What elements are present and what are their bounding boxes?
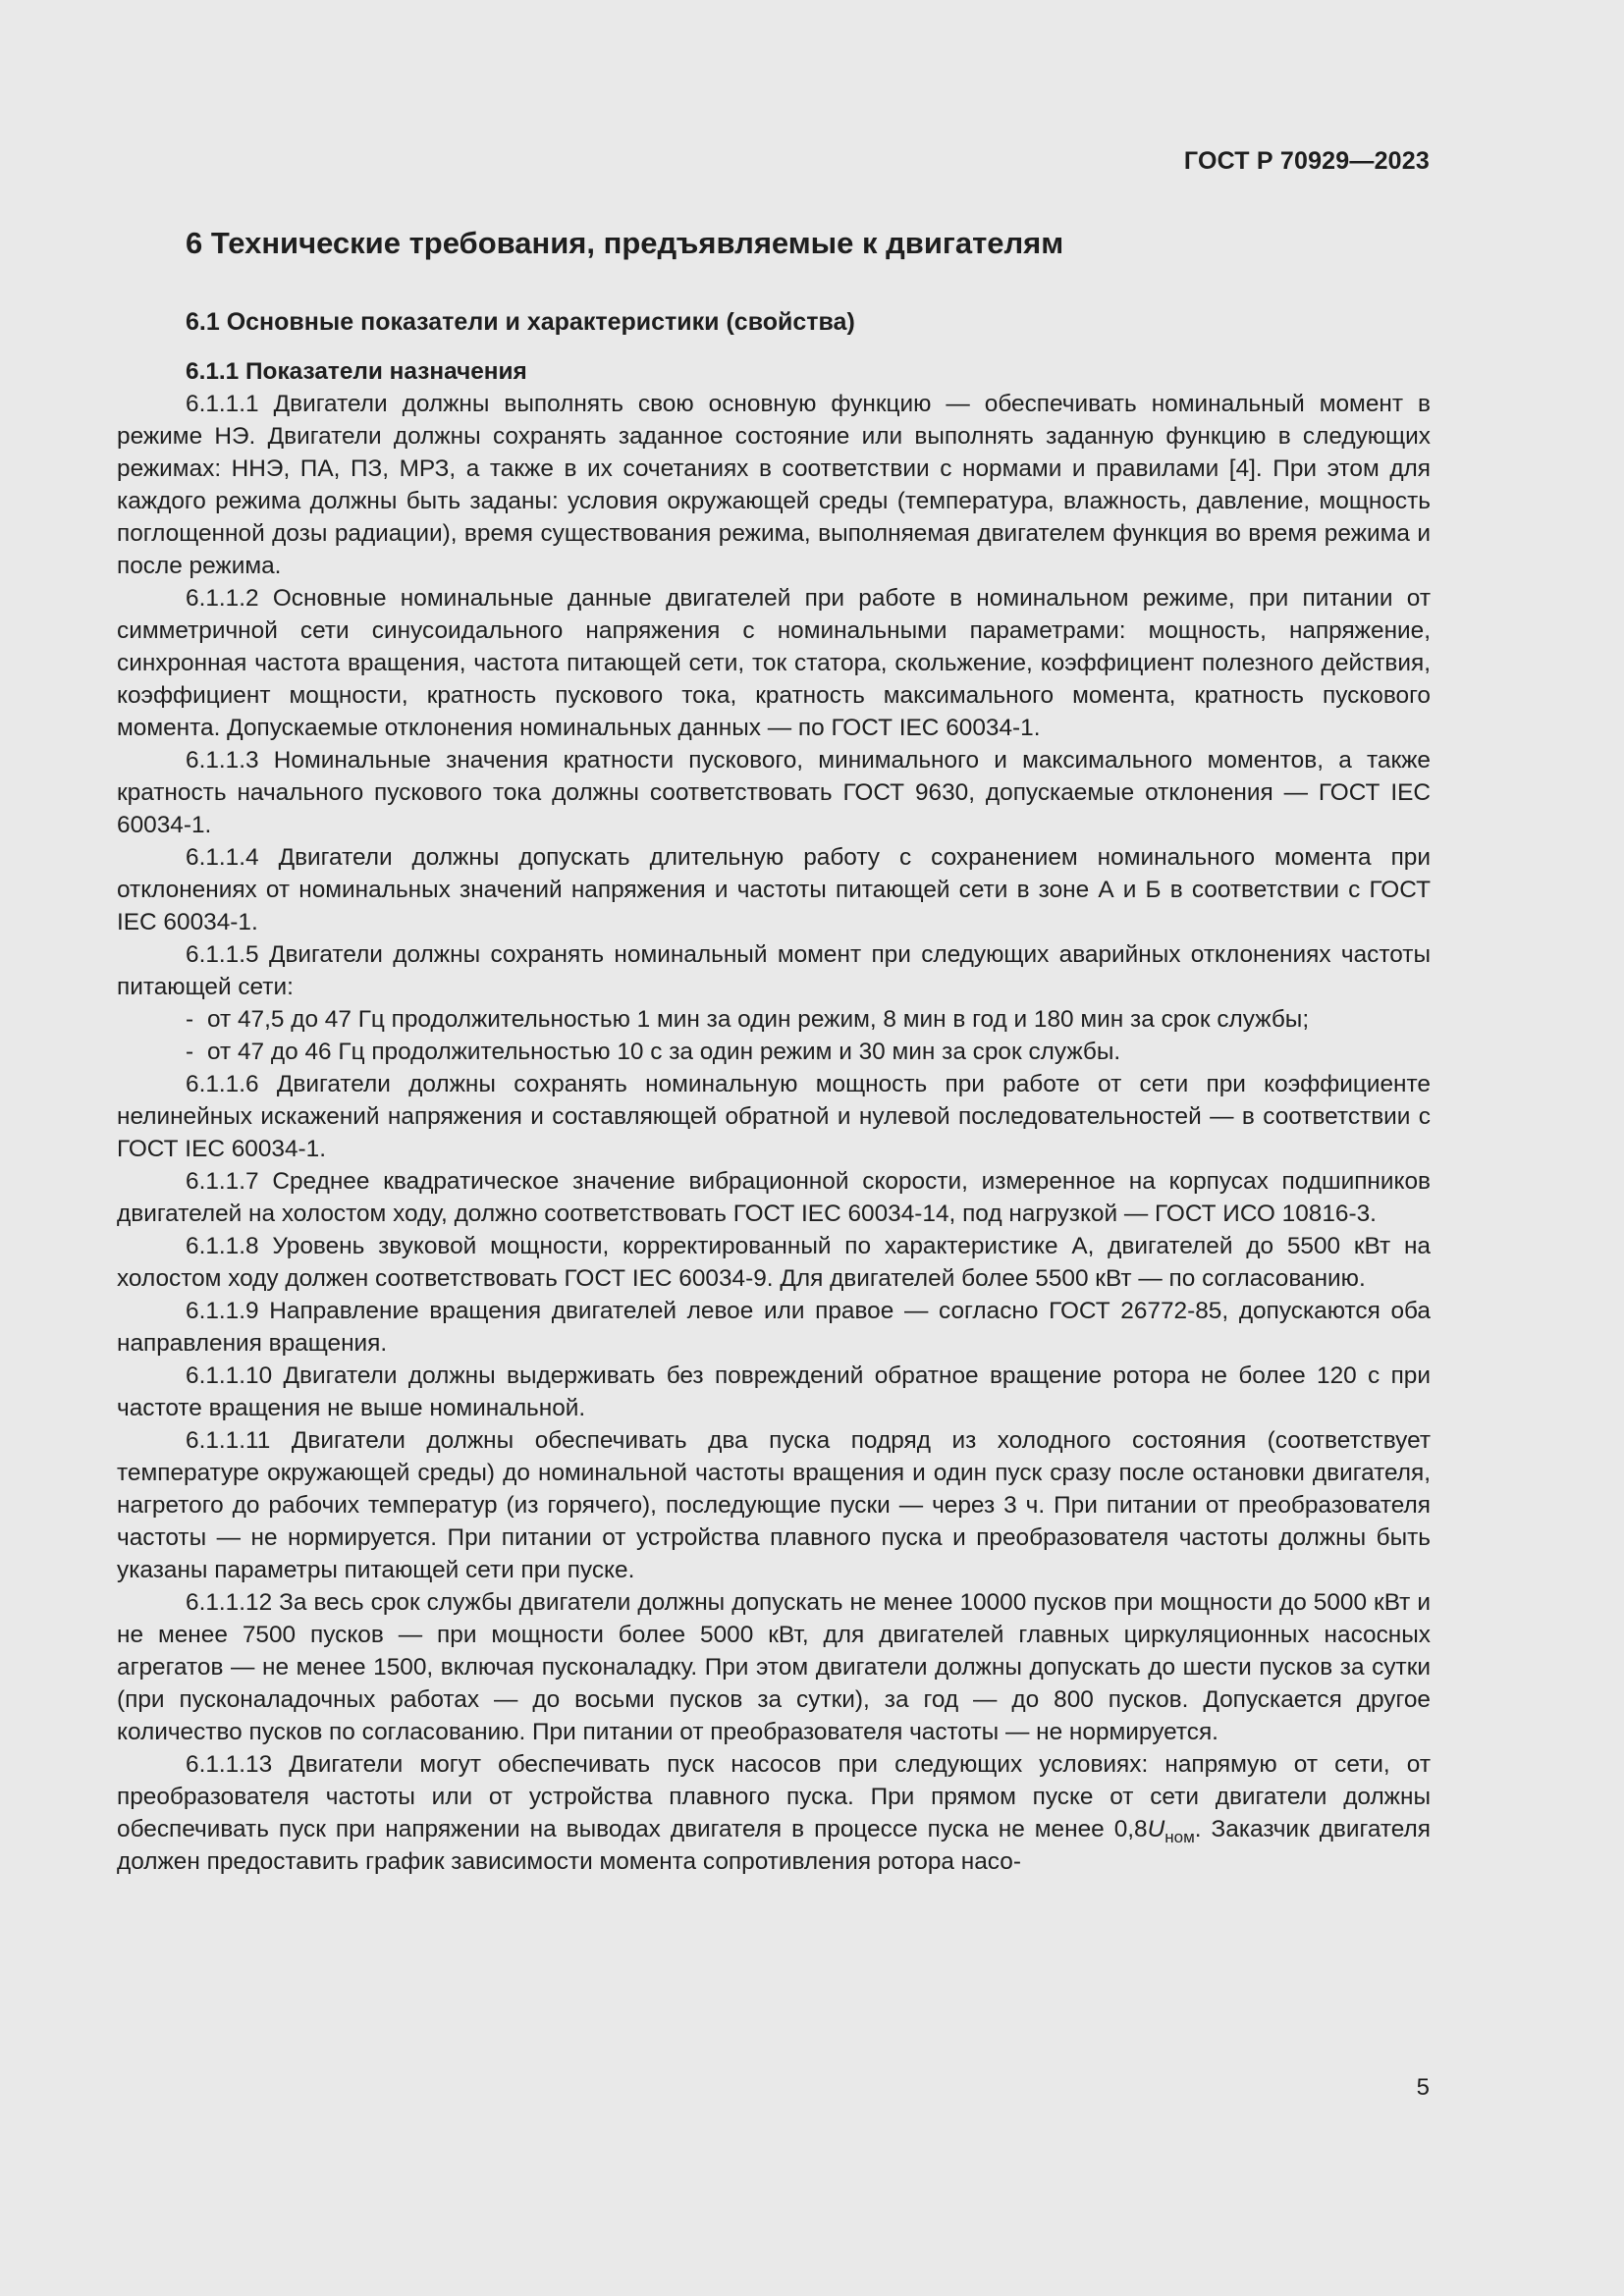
- paragraph-text: 6.1.1.13 Двигатели могут обеспечивать пуск насосов при следующих условиях: напрямую от сети, от преобразователя частоты или от устройства плавного пуска. При прямом пуске от сети двигатели должны обеспечивать пуск при напряжении на выводах двигателя в процессе пуска не менее 0,8: [117, 1751, 1431, 1842]
- paragraph-text: . Заказчик двигателя должен предоставить график зависимости момента сопротивления ротора насо-: [117, 1816, 1431, 1875]
- paragraph-6-1-1-7: 6.1.1.7 Среднее квадратическое значение вибрационной скорости, измеренное на корпусах подшипников двигателей на холостом ходу, должно соответствовать ГОСТ IEC 60034-14, под нагрузкой — ГОСТ ИСО 10816-3.: [117, 1168, 1431, 1227]
- voltage-symbol: U: [1147, 1816, 1165, 1842]
- list-item: [117, 1003, 1431, 1036]
- voltage-subscript: ном: [1164, 1828, 1195, 1846]
- paragraph-6-1-1-3: 6.1.1.3 Номинальные значения кратности пускового, минимального и максимального моментов, а также кратность начального пускового тока должны соответствовать ГОСТ 9630, допускаемые отклонения — ГОСТ IEC 60034-1.: [117, 747, 1431, 838]
- paragraph-6-1-1-2: 6.1.1.2 Основные номинальные данные двигателей при работе в номинальном режиме, при питании от симметричной сети синусоидального напряжения с номинальными параметрами: мощность, напряжение, синхронная частота вращения, частота питающей сети, ток статора, скольжение, коэффициент полезного действия, коэффициент мощности, кратность пускового тока, кратность максимального момента, кратность пускового момента. Допускаемые отклонения номинальных данных — по ГОСТ IEC 60034-1.: [117, 585, 1431, 741]
- paragraph-6-1-1-5: 6.1.1.5 Двигатели должны сохранять номинальный момент при следующих аварийных отклонениях частоты питающей сети:: [117, 941, 1431, 1000]
- subsubsection-title: 6.1.1 Показатели назначения: [186, 358, 527, 385]
- subsection-title: 6.1 Основные показатели и характеристики (свойства): [186, 308, 855, 336]
- paragraph-6-1-1-9: 6.1.1.9 Направление вращения двигателей левое или правое — согласно ГОСТ 26772-85, допускаются оба направления вращения.: [117, 1298, 1431, 1357]
- paragraph-6-1-1-10: 6.1.1.10 Двигатели должны выдерживать без повреждений обратное вращение ротора не более 120 с при частоте вращения не выше номинальной.: [117, 1362, 1431, 1421]
- list-item-text: от 47,5 до 47 Гц продолжительностью 1 мин за один режим, 8 мин в год и 180 мин за срок службы;: [207, 1006, 1310, 1033]
- paragraph-6-1-1-6: 6.1.1.6 Двигатели должны сохранять номинальную мощность при работе от сети при коэффициенте нелинейных искажений напряжения и составляющей обратной и нулевой последовательностей — в соответствии с ГОСТ IEC 60034-1.: [117, 1071, 1431, 1162]
- document-body: [117, 355, 1431, 1878]
- list-item: [117, 1036, 1431, 1068]
- paragraph-6-1-1-1: 6.1.1.1 Двигатели должны выполнять свою основную функцию — обеспечивать номинальный момент в режиме НЭ. Двигатели должны сохранять заданное состояние или выполнять заданную функцию в следующих режимах: ННЭ, ПА, ПЗ, МРЗ, а также в их сочетаниях в соответствии с нормами и правилами [4]. При этом для каждого режима должны быть заданы: условия окружающей среды (температура, влажность, давление, мощность поглощенной дозы радиации), время существования режима, выполняемая двигателем функция во время режима и после режима.: [117, 391, 1431, 579]
- document-number-header: ГОСТ Р 70929—2023: [1183, 147, 1430, 175]
- paragraph-6-1-1-11: 6.1.1.11 Двигатели должны обеспечивать два пуска подряд из холодного состояния (соответствует температуре окружающей среды) до номинальной частоты вращения и один пуск сразу после остановки двигателя, нагретого до рабочих температур (из горячего), последующие пуски — через 3 ч. При питании от преобразователя частоты — не нормируется. При питании от устройства плавного пуска и преобразователя частоты должны быть указаны параметры питающей сети при пуске.: [117, 1427, 1431, 1583]
- paragraph-6-1-1-12: 6.1.1.12 За весь срок службы двигатели должны допускать не менее 10000 пусков при мощности до 5000 кВт и не менее 7500 пусков — при мощности более 5000 кВт, для двигателей главных циркуляционных насосных агрегатов — не менее 1500, включая пусконаладку. При этом двигатели должны допускать до шести пусков за сутки (при пусконаладочных работах — до восьми пусков за сутки), за год — до 800 пусков. Допускается другое количество пусков по согласованию. При питании от преобразователя частоты — не нормируется.: [117, 1589, 1431, 1745]
- paragraph-6-1-1-13: [117, 1748, 1431, 1878]
- list-dash: -: [186, 1006, 194, 1033]
- paragraph-6-1-1-4: 6.1.1.4 Двигатели должны допускать длительную работу с сохранением номинального момента при отклонениях от номинальных значений напряжения и частоты питающей сети в зоне А и Б в соответствии с ГОСТ IEC 60034-1.: [117, 844, 1431, 935]
- paragraph-6-1-1-8: 6.1.1.8 Уровень звуковой мощности, корректированный по характеристике А, двигателей до 5500 кВт на холостом ходу должен соответствовать ГОСТ IEC 60034-9. Для двигателей более 5500 кВт — по согласованию.: [117, 1233, 1431, 1292]
- list-dash: -: [186, 1039, 194, 1065]
- page-number: 5: [1416, 2074, 1430, 2101]
- section-title: 6 Технические требования, предъявляемые к двигателям: [186, 226, 1064, 260]
- list-item-text: от 47 до 46 Гц продолжительностью 10 с за один режим и 30 мин за срок службы.: [207, 1039, 1121, 1065]
